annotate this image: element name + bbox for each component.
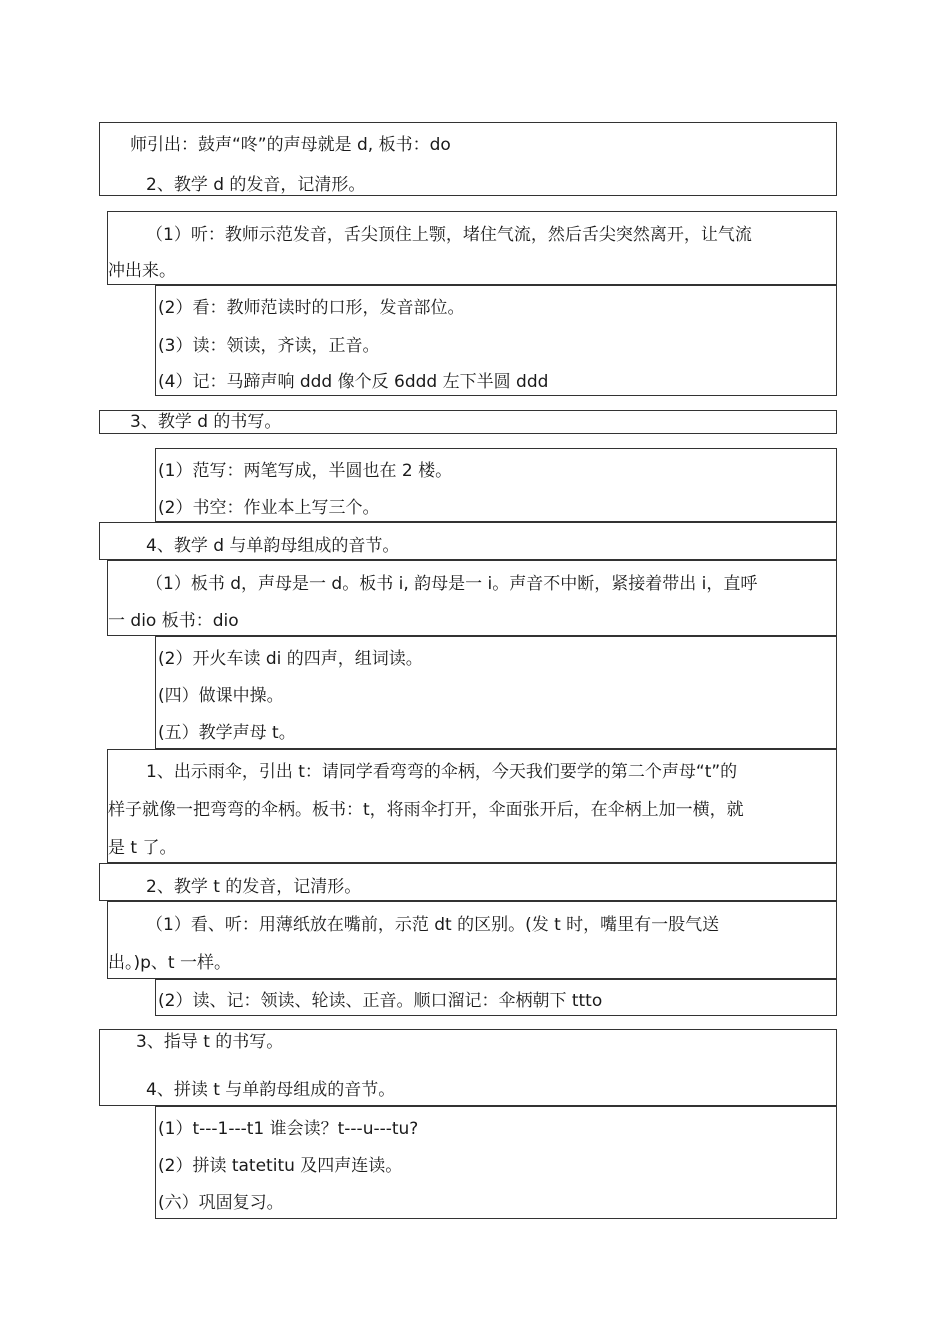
text-line: (2）开火车读 di 的四声，组词读。 — [158, 649, 423, 669]
text-line: 2、教学 t 的发音，记清形。 — [146, 877, 362, 897]
text-line: (1）范写：两笔写成，半圆也在 2 楼。 — [158, 461, 453, 481]
text-line: (2）书空：作业本上写三个。 — [158, 498, 380, 518]
text-line: (2）读、记：领读、轮读、正音。顺口溜记：伞柄朝下 ttto — [158, 991, 603, 1011]
text-line: 3、指导 t 的书写。 — [136, 1032, 284, 1052]
text-line: 是 t 了。 — [108, 838, 177, 858]
text-line: (四）做课中操。 — [158, 686, 284, 706]
text-line: (1）t---1---t1 谁会读？t---u---tu? — [158, 1119, 419, 1139]
box-listen — [107, 211, 837, 285]
text-line: 一 dio 板书：dio — [108, 611, 239, 631]
text-line: (2）看：教师范读时的口形，发音部位。 — [158, 298, 465, 318]
text-line: 冲出来。 — [108, 261, 176, 281]
text-line: (3）读：领读，齐读，正音。 — [158, 336, 380, 356]
text-line: (六）巩固复习。 — [158, 1193, 284, 1213]
text-line: 师引出：鼓声“咚”的声母就是 d, 板书：do — [130, 135, 451, 155]
text-line: (2）拼读 tatetitu 及四声连读。 — [158, 1156, 403, 1176]
text-line: 样子就像一把弯弯的伞柄。板书：t，将雨伞打开，伞面张开后，在伞柄上加一横，就 — [108, 800, 744, 820]
text-line: 4、拼读 t 与单韵母组成的音节。 — [146, 1080, 396, 1100]
text-line: 3、教学 d 的书写。 — [130, 412, 282, 432]
text-line: 1、出示雨伞，引出 t：请同学看弯弯的伞柄，今天我们要学的第二个声母“t”的 — [146, 762, 738, 782]
text-line: 4、教学 d 与单韵母组成的音节。 — [146, 536, 400, 556]
text-line: （1）板书 d，声母是一 d。板书 i, 韵母是一 i。声音不中断，紧接着带出 i，直呼 — [146, 574, 758, 594]
text-line: (五）教学声母 t。 — [158, 723, 296, 743]
text-line: （1）听：教师示范发音，舌尖顶住上颚，堵住气流，然后舌尖突然离开，让气流 — [146, 225, 752, 245]
text-line: 2、教学 d 的发音，记清形。 — [146, 175, 366, 195]
text-line: （1）看、听：用薄纸放在嘴前，示范 dt 的区别。(发 t 时，嘴里有一股气送 — [146, 915, 720, 935]
text-line: 出。)p、t 一样。 — [108, 953, 231, 973]
text-line: (4）记：马蹄声响 ddd 像个反 6ddd 左下半圆 ddd — [158, 372, 549, 392]
